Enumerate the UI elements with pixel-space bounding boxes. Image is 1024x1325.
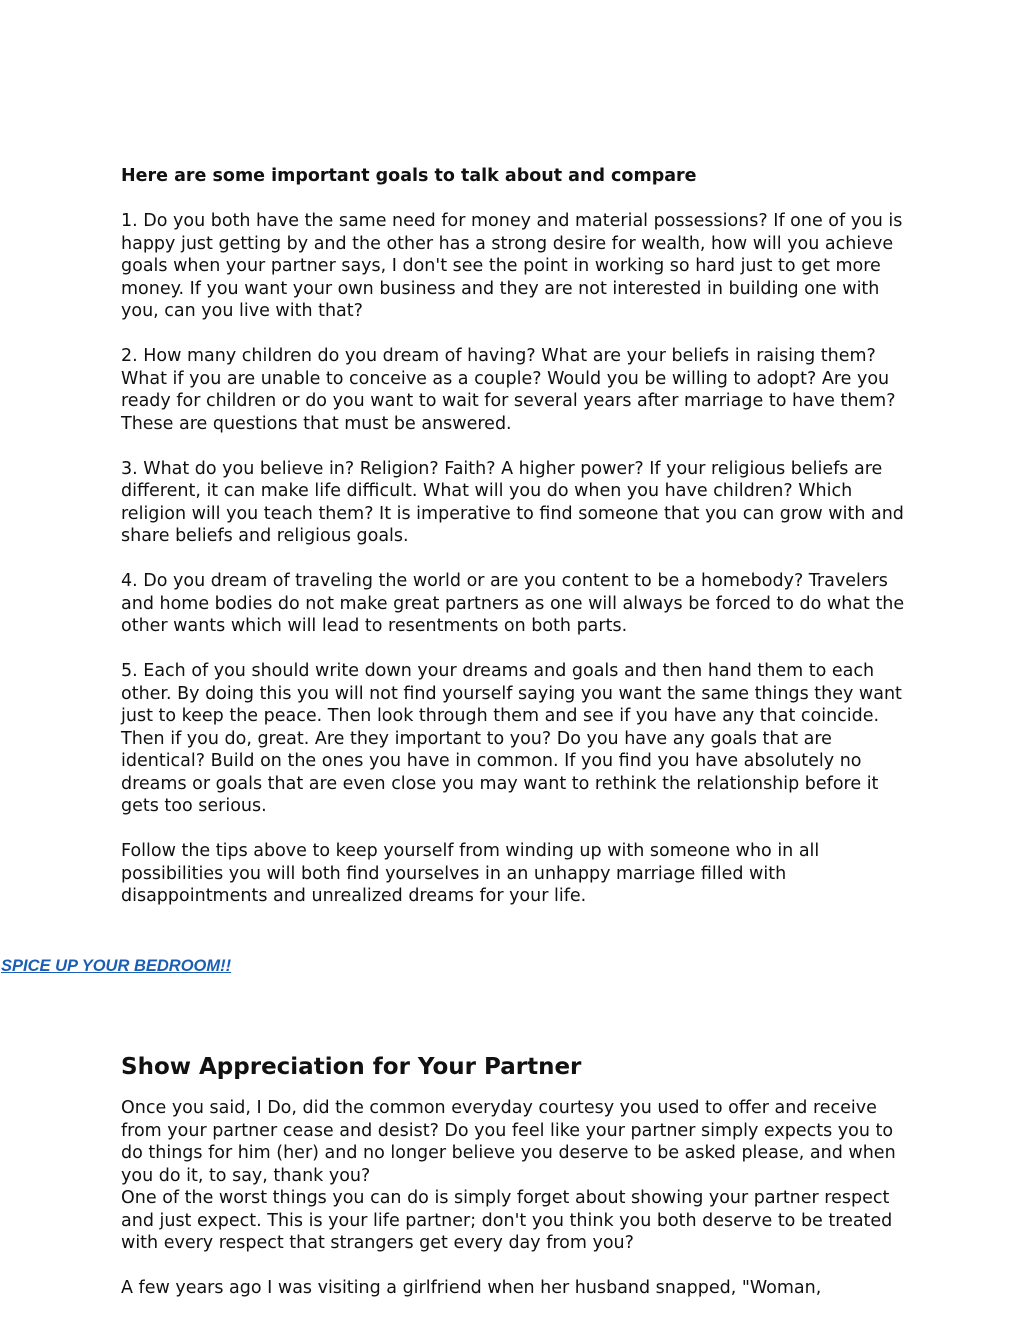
spacer xyxy=(121,638,911,661)
spacer xyxy=(121,1255,911,1278)
spacer xyxy=(121,548,911,571)
spice-up-bedroom-link[interactable]: SPICE UP YOUR BEDROOM!! xyxy=(1,957,232,975)
article-section-goals xyxy=(121,165,911,908)
section-heading: Here are some important goals to talk about and compare xyxy=(121,166,697,186)
goal-item-dreams: 5. Each of you should write down your dreams and goals and then hand them to each other. By doing this you will not find yourself saying you want the same things they want just to keep the peace. Then look through them and see if you have any that coincide. Then if you do, great. Are they important to you? Do you have any goals that are identical? Build on the ones you have in common. If you find you have absolutely no dreams or goals that are even close you may want to rethink the relationship before it gets too serious. xyxy=(121,661,902,816)
spacer xyxy=(121,323,911,346)
article-section-appreciation xyxy=(121,1052,911,1300)
spacer xyxy=(121,818,911,841)
body-paragraph: A few years ago I was visiting a girlfriend when her husband snapped, "Woman, xyxy=(121,1278,822,1298)
goal-item-money: 1. Do you both have the same need for money and material possessions? If one of you is happy just getting by and the other has a strong desire for wealth, how will you achieve goals when your partner says, I don't see the point in working so hard just to get more money. If you want your own business and they are not interested in building one with you, can you live with that? xyxy=(121,211,903,321)
goal-item-religion: 3. What do you believe in? Religion? Faith? A higher power? If your religious beliefs are different, it can make life difficult. What will you do when you have children? Which religion will you teach them? It is imperative to find someone that you can grow with and share beliefs and religious goals. xyxy=(121,458,904,546)
body-paragraph: Once you said, I Do, did the common everyday courtesy you used to offer and receive from your partner cease and desist? Do you feel like your partner simply expects you to do things for him (her) and no longer believe you deserve to be asked please, and when you do it, to say, thank you? xyxy=(121,1098,896,1186)
spacer xyxy=(121,188,911,211)
section-title: Show Appreciation for Your Partner xyxy=(121,1054,582,1080)
closing-paragraph: Follow the tips above to keep yourself from winding up with someone who in all possibilities you will both find yourselves in an unhappy marriage filled with disappointments and unrealized dreams for your life. xyxy=(121,841,820,906)
goal-item-children: 2. How many children do you dream of having? What are your beliefs in raising them? What if you are unable to conceive as a couple? Would you be willing to adopt? Are you ready for children or do you want to wait for several years after marriage to have them? These are questions that must be answered. xyxy=(121,346,896,434)
body-paragraph: One of the worst things you can do is simply forget about showing your partner respect and just expect. This is your life partner; don't you think you both deserve to be treated with every respect that strangers get every day from you? xyxy=(121,1188,893,1253)
spacer xyxy=(121,435,911,458)
goal-item-travel: 4. Do you dream of traveling the world or are you content to be a homebody? Travelers and home bodies do not make great partners as one will always be forced to do what the other wants which will lead to resentments on both parts. xyxy=(121,571,905,636)
